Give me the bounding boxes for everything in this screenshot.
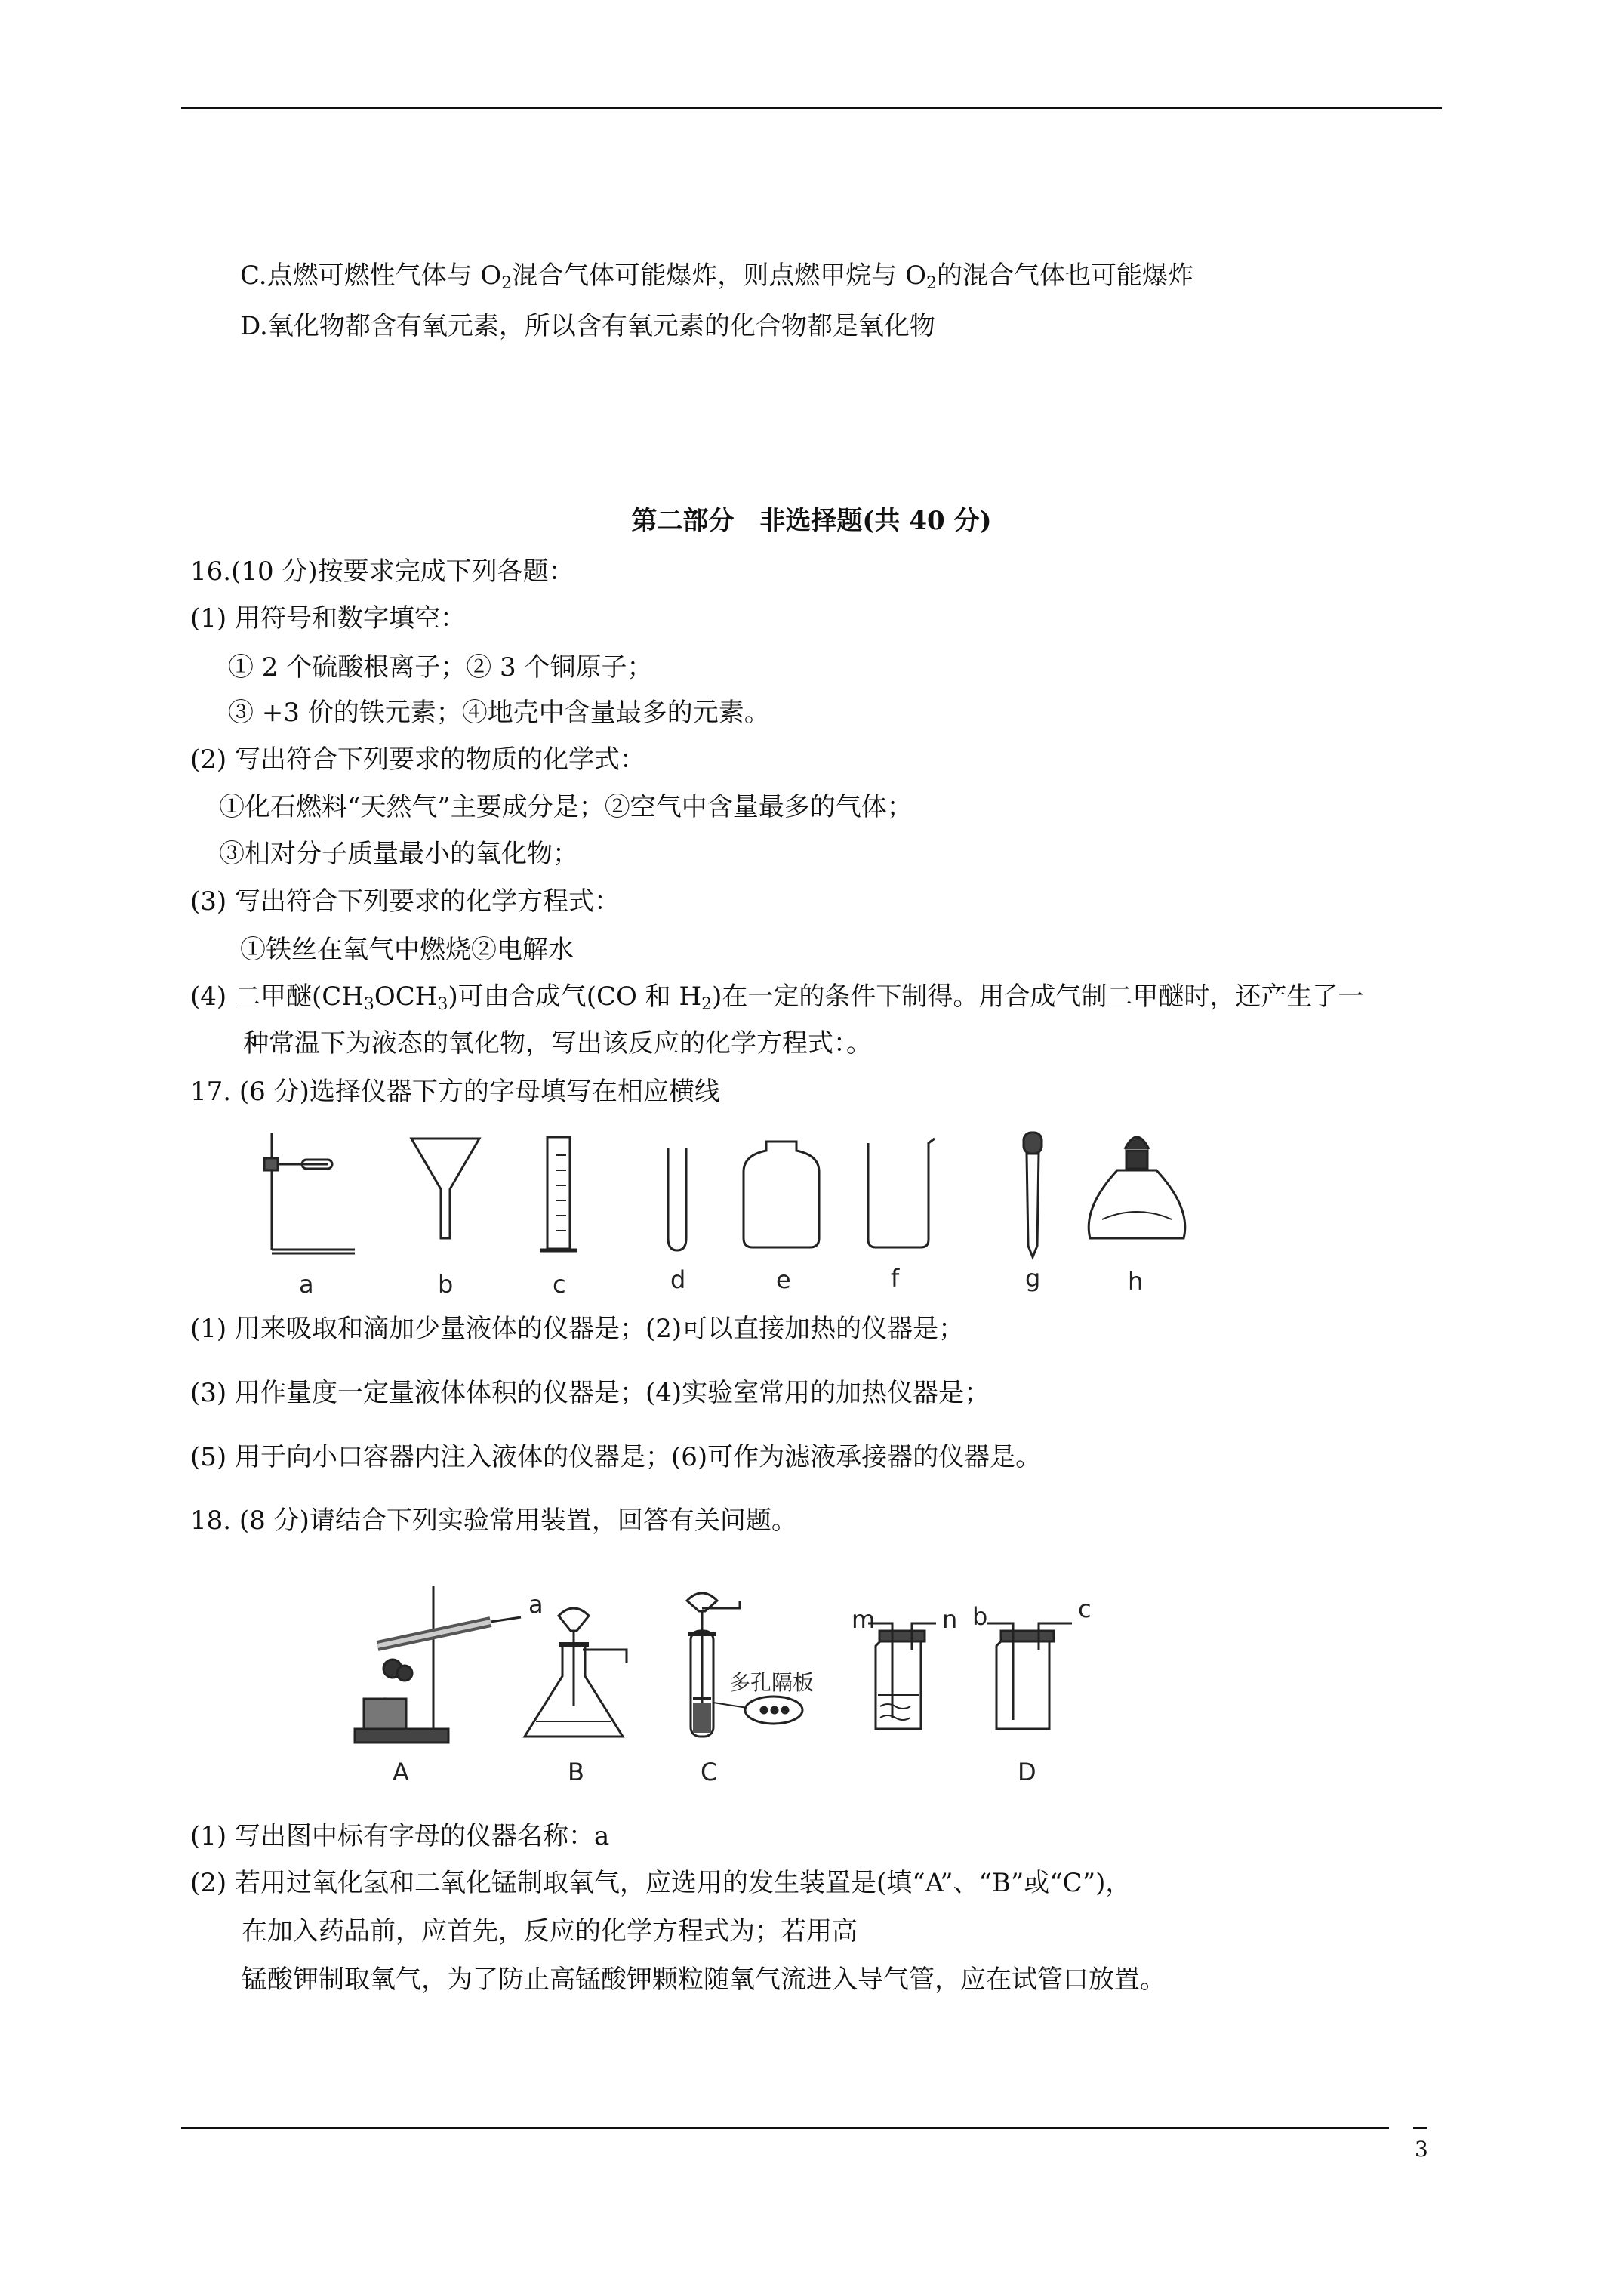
q16-part4: (4) 二甲醚$(CH_3OCH_3)$可由合成气(CO 和 $H_2$)在一定的条件下制得。用合成气制二甲醚时，还产生了一: [190, 982, 1364, 1014]
label-h: h: [1128, 1267, 1144, 1296]
q17-line2: (3) 用作量度一定量液体体积的仪器是；(4)实验室常用的加热仪器是；: [190, 1378, 990, 1408]
q16-part2-line1: ①化石燃料“天然气”主要成分是；②空气中含量最多的气体；: [219, 792, 913, 822]
label-d: d: [670, 1265, 686, 1294]
label-e: e: [776, 1265, 791, 1294]
q16-part3: (3) 写出符合下列要求的化学方程式：: [190, 886, 620, 917]
reagent-bottle-icon: [744, 1142, 819, 1247]
q17-line1: (1) 用来吸取和滴加少量液体的仪器是；(2)可以直接加热的仪器是；: [190, 1314, 965, 1344]
test-tube-icon: [668, 1148, 686, 1250]
label-b: b: [438, 1270, 454, 1299]
footer-rule: [181, 2127, 1389, 2129]
funnel-icon: [411, 1139, 479, 1238]
graduated-cylinder-icon: [540, 1137, 577, 1250]
label-a: a: [299, 1270, 314, 1299]
instrument-figure: [257, 1125, 1223, 1299]
dropper-icon: [1024, 1133, 1042, 1257]
apparatus-c-test-tube: [687, 1593, 802, 1737]
instruments-drawing: [257, 1125, 1223, 1299]
label-c: c: [553, 1270, 566, 1299]
q17-header: 17. (6 分)选择仪器下方的字母填写在相应横线: [190, 1077, 720, 1107]
alcohol-lamp-icon: [1089, 1137, 1185, 1238]
q18-part2: (2) 若用过氧化氢和二氧化锰制取氧气，应选用的发生装置是(填“A”、“B”或“C”)，: [190, 1868, 1132, 1898]
q16-header: 16.(10 分)按要求完成下列各题：: [190, 556, 574, 587]
option-c: C.点燃可燃性气体与 $O_2$混合气体可能爆炸，则点燃甲烷与 $O_2$的混合气体也可能爆炸: [240, 260, 1193, 293]
section-title: 第二部分 非选择题(共 40 分): [631, 506, 992, 536]
q18-part1: (1) 写出图中标有字母的仪器名称：a: [190, 1821, 610, 1851]
q16-part1-line2: ③ +3 价的铁元素；④地壳中含量最多的元素。: [228, 698, 770, 728]
header-rule: [181, 107, 1442, 109]
label-C: C: [701, 1758, 718, 1786]
page-number-rule: [1413, 2127, 1427, 2129]
q16-part3-line1: ①铁丝在氧气中燃烧②电解水: [240, 935, 574, 965]
label-b-small: b: [972, 1602, 988, 1631]
q18-part2-line3: 锰酸钾制取氧气，为了防止高锰酸钾颗粒随氧气流进入导气管，应在试管口放置。: [242, 1965, 1166, 1995]
q16-part1: (1) 用符号和数字填空：: [190, 603, 466, 633]
q17-line3: (5) 用于向小口容器内注入液体的仪器是；(6)可作为滤液承接器的仪器是。: [190, 1442, 1042, 1472]
q16-part2: (2) 写出符合下列要求的物质的化学式：: [190, 744, 645, 775]
q16-part1-line1: ① 2 个硫酸根离子；② 3 个铜原子；: [228, 652, 653, 683]
page-number: 3: [1415, 2137, 1428, 2162]
label-D: D: [1018, 1758, 1036, 1786]
label-B: B: [568, 1758, 584, 1786]
apparatus-figure: [347, 1578, 1223, 1789]
label-m: m: [852, 1605, 876, 1634]
label-n: n: [942, 1605, 958, 1634]
label-A: A: [393, 1758, 409, 1786]
q18-part2-line2: 在加入药品前，应首先，反应的化学方程式为；若用高: [242, 1916, 858, 1946]
label-g: g: [1025, 1264, 1041, 1293]
iron-stand-icon: [264, 1133, 355, 1253]
apparatus-b-flask: [525, 1608, 627, 1737]
apparatus-d-bottle: [987, 1623, 1072, 1729]
apparatus-drawing: [347, 1578, 1223, 1789]
porous-plate-label: 多孔隔板: [729, 1670, 815, 1695]
gas-washing-bottle: [868, 1623, 936, 1729]
apparatus-a-heating-setup: [355, 1586, 521, 1743]
q16-part2-line2: ③相对分子质量最小的氧化物；: [219, 839, 578, 869]
label-c-small: c: [1078, 1595, 1092, 1623]
label-f: f: [891, 1264, 900, 1293]
q18-header: 18. (8 分)请结合下列实验常用装置，回答有关问题。: [190, 1505, 797, 1536]
q16-part4-line2: 种常温下为液态的氧化物，写出该反应的化学方程式：。: [243, 1028, 872, 1059]
option-d: D.氧化物都含有氧元素，所以含有氧元素的化合物都是氧化物: [240, 311, 935, 341]
label-small-a: a: [528, 1590, 544, 1619]
beaker-icon: [868, 1139, 935, 1247]
